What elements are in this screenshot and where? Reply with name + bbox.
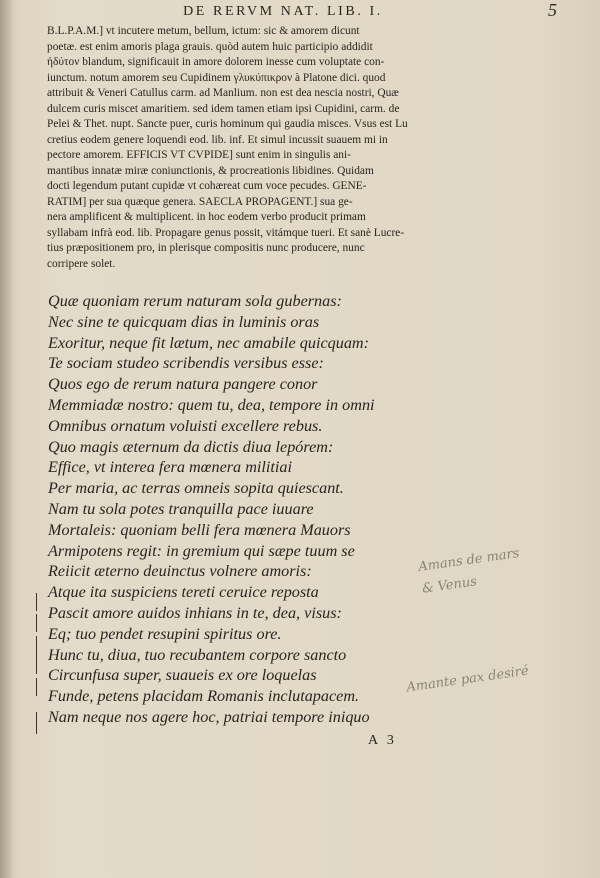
commentary-line: syllabam infrà eod. lib. Propagare genus possit, vitámque tueri. Et sanè Lucre- bbox=[47, 226, 405, 239]
commentary-line: attribuit & Veneri Catullus carm. ad Manlium. non est dea nescia nostri, Quæ bbox=[47, 87, 399, 99]
margin-bracket bbox=[36, 636, 41, 674]
verse-line: Mortaleis: quoniam belli fera mœnera Mauors bbox=[48, 520, 351, 539]
verse-line: Quæ quoniam rerum naturam sola gubernas: bbox=[48, 292, 342, 310]
verse-line: Funde, petens placidam Romanis inclutapacem. bbox=[48, 687, 360, 706]
commentary-line: Pelei & Thet. nupt. Sancte puer, curis hominum qui gaudia misces. Vsus est Lu bbox=[47, 118, 408, 130]
verse-line: Armipotens regit: in gremium qui sæpe tuum se bbox=[48, 541, 355, 560]
verse-line: Atque ita suspiciens tereti ceruice reposta bbox=[48, 583, 319, 602]
verse-line: Per maria, ac terras omneis sopita quiescant. bbox=[48, 479, 344, 498]
verse-line: Te sociam studeo scribendis versibus esse: bbox=[48, 354, 324, 373]
verse-line: Omnibus ornatum voluisti excellere rebus. bbox=[48, 416, 323, 435]
margin-bracket bbox=[36, 614, 41, 632]
marginal-annotation: Amans de mars bbox=[417, 545, 521, 576]
commentary-line: nera amplificent & multiplicent. in hoc eodem verbo producit primam bbox=[47, 211, 366, 223]
margin-bracket bbox=[36, 678, 41, 696]
commentary-line: iunctum. notum amorem seu Cupidinem γλυκύπικρον à Platone dici. quod bbox=[47, 71, 386, 84]
verse-line: Quos ego de rerum natura pangere conor bbox=[48, 375, 318, 394]
verse-line: Hunc tu, diua, tuo recubantem corpore sancto bbox=[48, 645, 347, 664]
margin-bracket bbox=[36, 712, 41, 734]
running-title: DE RERVM NAT. LIB. I. bbox=[183, 4, 383, 19]
verse-line: Reiicit æterno deuinctus volnere amoris: bbox=[48, 562, 312, 581]
verse-line: Quo magis æternum da dictis diua lepórem: bbox=[48, 437, 334, 456]
verse-line: Nam tu sola potes tranquilla pace iuuare bbox=[48, 499, 314, 518]
gutter-shadow bbox=[0, 0, 14, 878]
margin-bracket bbox=[36, 593, 41, 611]
commentary-line: mantibus innatæ miræ coniunctionis, & procreationis libidines. Quidam bbox=[47, 164, 374, 177]
commentary-line: docti legendum putant cupidæ vt cohæreat cum voce pecudes. GENE- bbox=[47, 180, 367, 192]
commentary-line: pectore amorem. EFFICIS VT CVPIDE] sunt enim in singulis ani- bbox=[47, 149, 351, 161]
verse-line: Pascit amore auidos inhians in te, dea, visus: bbox=[48, 603, 342, 622]
verse-line: Effice, vt interea fera mœnera militiai bbox=[48, 458, 292, 477]
commentary-line: ἡδύτον blandum, significauit in amore dolorem inesse cum voluptate con- bbox=[47, 56, 385, 68]
commentary-line: RATIM] per sua quæque genera. SAECLA PROPAGENT.] sua ge- bbox=[47, 195, 353, 208]
verse-line: Eq; tuo pendet resupini spiritus ore. bbox=[48, 624, 282, 643]
verse-line: Nec sine te quicquam dias in luminis oras bbox=[48, 312, 320, 331]
folio-number: 5 bbox=[548, 0, 557, 20]
commentary-line: dulcem curis miscet amaritiem. sed idem tamen etiam ipsi Cupidini, carm. de bbox=[47, 102, 400, 115]
commentary-block bbox=[47, 24, 547, 272]
commentary-line: corripere solet. bbox=[47, 257, 116, 270]
commentary-line: B.L.P.A.M.] vt incutere metum, bellum, ictum: sic & amorem dicunt bbox=[47, 25, 360, 37]
marginal-annotation: & Venus bbox=[421, 574, 478, 597]
verse-line: Circunfusa super, suaueis ex ore loquelas bbox=[48, 666, 317, 685]
commentary-line: tius præpositionem pro, in plerisque compositis nunc producere, nunc bbox=[47, 242, 365, 254]
commentary-line: poetæ. est enim amoris plaga grauis. quòd autem huic participio addidit bbox=[47, 40, 373, 53]
verse-line: Memmiadæ nostro: quem tu, dea, tempore in omni bbox=[48, 395, 375, 414]
verse-line: Exoritur, neque fit lætum, nec amabile quicquam: bbox=[48, 333, 369, 352]
marginal-annotation: Amante pax desiré bbox=[405, 663, 530, 696]
verse-block bbox=[48, 291, 418, 728]
commentary-line: cretius eodem genere loquendi eod. lib. inf. Et simul incussit suauem mi in bbox=[47, 133, 388, 146]
verse-line: Nam neque nos agere hoc, patriai tempore iniquo bbox=[48, 707, 370, 726]
signature-mark: A 3 bbox=[368, 733, 397, 748]
